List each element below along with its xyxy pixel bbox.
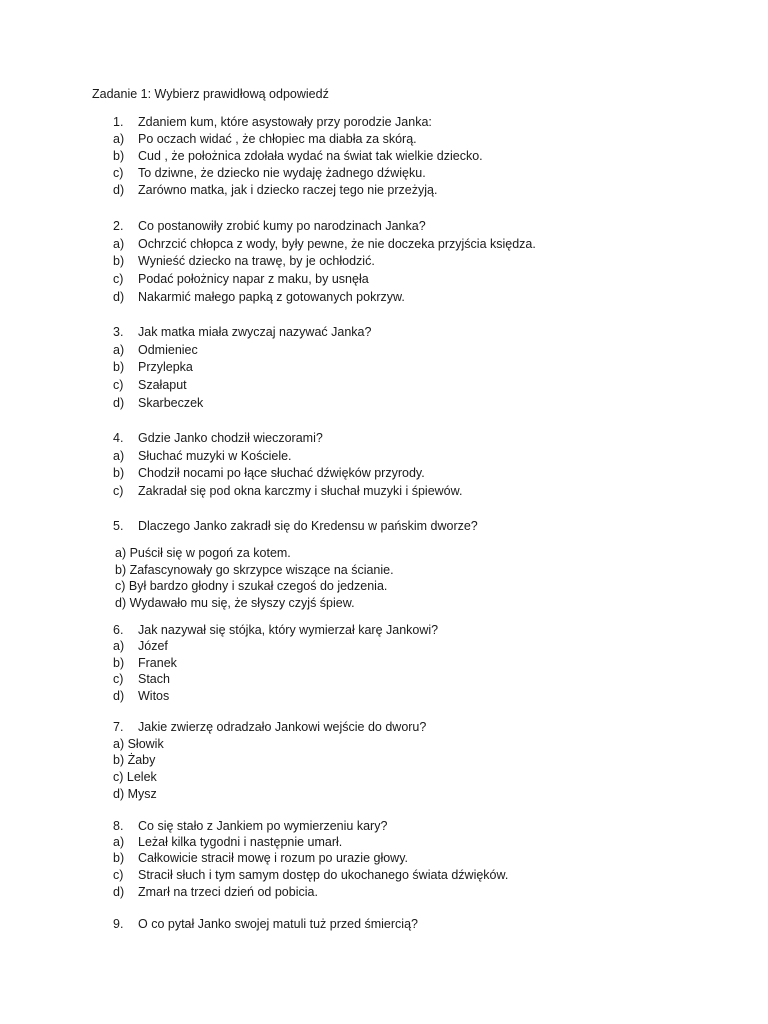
option-text: Ochrzcić chłopca z wody, były pewne, że nie doczeka przyjścia księdza. <box>138 237 536 251</box>
option-line: d) Wydawało mu się, że słyszy czyjś śpiew. <box>115 596 355 610</box>
question-number: 5. <box>113 519 124 533</box>
page-title: Zadanie 1: Wybierz prawidłową odpowiedź <box>92 87 329 101</box>
option-line: a) Puścił się w pogoń za kotem. <box>115 546 291 560</box>
option-text: Wynieść dziecko na trawę, by je ochłodzić. <box>138 254 375 268</box>
question-number: 2. <box>113 219 124 233</box>
option-letter: a) <box>113 132 125 146</box>
option-letter: d) <box>113 290 125 304</box>
option-text: Stach <box>138 672 170 686</box>
option-text: Nakarmić małego papką z gotowanych pokrzyw. <box>138 290 405 304</box>
question-text: Co się stało z Jankiem po wymierzeniu kary? <box>138 819 388 833</box>
question-text: Zdaniem kum, które asystowały przy porodzie Janka: <box>138 115 432 129</box>
option-letter: b) <box>113 360 125 374</box>
option-text: Skarbeczek <box>138 396 204 410</box>
option-letter: c) <box>113 672 124 686</box>
option-line: a) Słowik <box>113 737 164 751</box>
question-number: 8. <box>113 819 124 833</box>
option-line: b) Zafascynowały go skrzypce wiszące na ścianie. <box>115 563 394 577</box>
option-letter: a) <box>113 449 125 463</box>
option-text: Podać położnicy napar z maku, by usnęła <box>138 272 369 286</box>
option-text: Szałaput <box>138 378 187 392</box>
option-letter: c) <box>113 484 124 498</box>
question-text: Jak matka miała zwyczaj nazywać Janka? <box>138 325 372 339</box>
option-line: c) Lelek <box>113 770 157 784</box>
option-text: Franek <box>138 656 177 670</box>
option-text: Przylepka <box>138 360 193 374</box>
option-text: Stracił słuch i tym samym dostęp do ukochanego świata dźwięków. <box>138 868 509 882</box>
option-letter: a) <box>113 237 125 251</box>
option-letter: c) <box>113 272 124 286</box>
option-text: Całkowicie stracił mowę i rozum po urazie głowy. <box>138 851 408 865</box>
option-letter: c) <box>113 868 124 882</box>
question-number: 4. <box>113 431 124 445</box>
option-text: Zarówno matka, jak i dziecko raczej tego nie przeżyją. <box>138 183 438 197</box>
option-letter: d) <box>113 396 125 410</box>
option-letter: a) <box>113 639 125 653</box>
option-text: Cud , że położnica zdołała wydać na świat tak wielkie dziecko. <box>138 149 483 163</box>
option-letter: d) <box>113 885 125 899</box>
option-letter: b) <box>113 656 125 670</box>
option-text: Po oczach widać , że chłopiec ma diabła za skórą. <box>138 132 417 146</box>
option-letter: a) <box>113 343 125 357</box>
option-letter: d) <box>113 689 125 703</box>
question-text: Jak nazywał się stójka, który wymierzał karę Jankowi? <box>138 623 439 637</box>
option-text: Zmarł na trzeci dzień od pobicia. <box>138 885 318 899</box>
option-text: Józef <box>138 639 168 653</box>
question-text: Dlaczego Janko zakradł się do Kredensu w pańskim dworze? <box>138 519 478 533</box>
option-letter: b) <box>113 254 125 268</box>
option-text: Słuchać muzyki w Kościele. <box>138 449 292 463</box>
question-text: Co postanowiły zrobić kumy po narodzinach Janka? <box>138 219 426 233</box>
option-letter: b) <box>113 466 125 480</box>
option-letter: c) <box>113 378 124 392</box>
question-number: 3. <box>113 325 124 339</box>
option-text: Odmieniec <box>138 343 198 357</box>
option-letter: b) <box>113 149 125 163</box>
option-line: d) Mysz <box>113 787 157 801</box>
option-line: c) Był bardzo głodny i szukał czegoś do jedzenia. <box>115 579 388 593</box>
question-number: 7. <box>113 720 124 734</box>
option-text: Leżał kilka tygodni i następnie umarł. <box>138 835 343 849</box>
option-text: Chodził nocami po łące słuchać dźwięków przyrody. <box>138 466 425 480</box>
option-text: Zakradał się pod okna karczmy i słuchał muzyki i śpiewów. <box>138 484 463 498</box>
option-text: To dziwne, że dziecko nie wydaję żadnego dźwięku. <box>138 166 426 180</box>
question-text: Jakie zwierzę odradzało Jankowi wejście do dworu? <box>138 720 427 734</box>
question-number: 1. <box>113 115 124 129</box>
question-number: 6. <box>113 623 124 637</box>
option-letter: b) <box>113 851 125 865</box>
option-text: Witos <box>138 689 170 703</box>
option-letter: a) <box>113 835 125 849</box>
question-text: O co pytał Janko swojej matuli tuż przed śmiercią? <box>138 917 418 931</box>
option-letter: d) <box>113 183 125 197</box>
option-letter: c) <box>113 166 124 180</box>
question-text: Gdzie Janko chodził wieczorami? <box>138 431 323 445</box>
option-line: b) Żaby <box>113 753 156 767</box>
question-number: 9. <box>113 917 124 931</box>
